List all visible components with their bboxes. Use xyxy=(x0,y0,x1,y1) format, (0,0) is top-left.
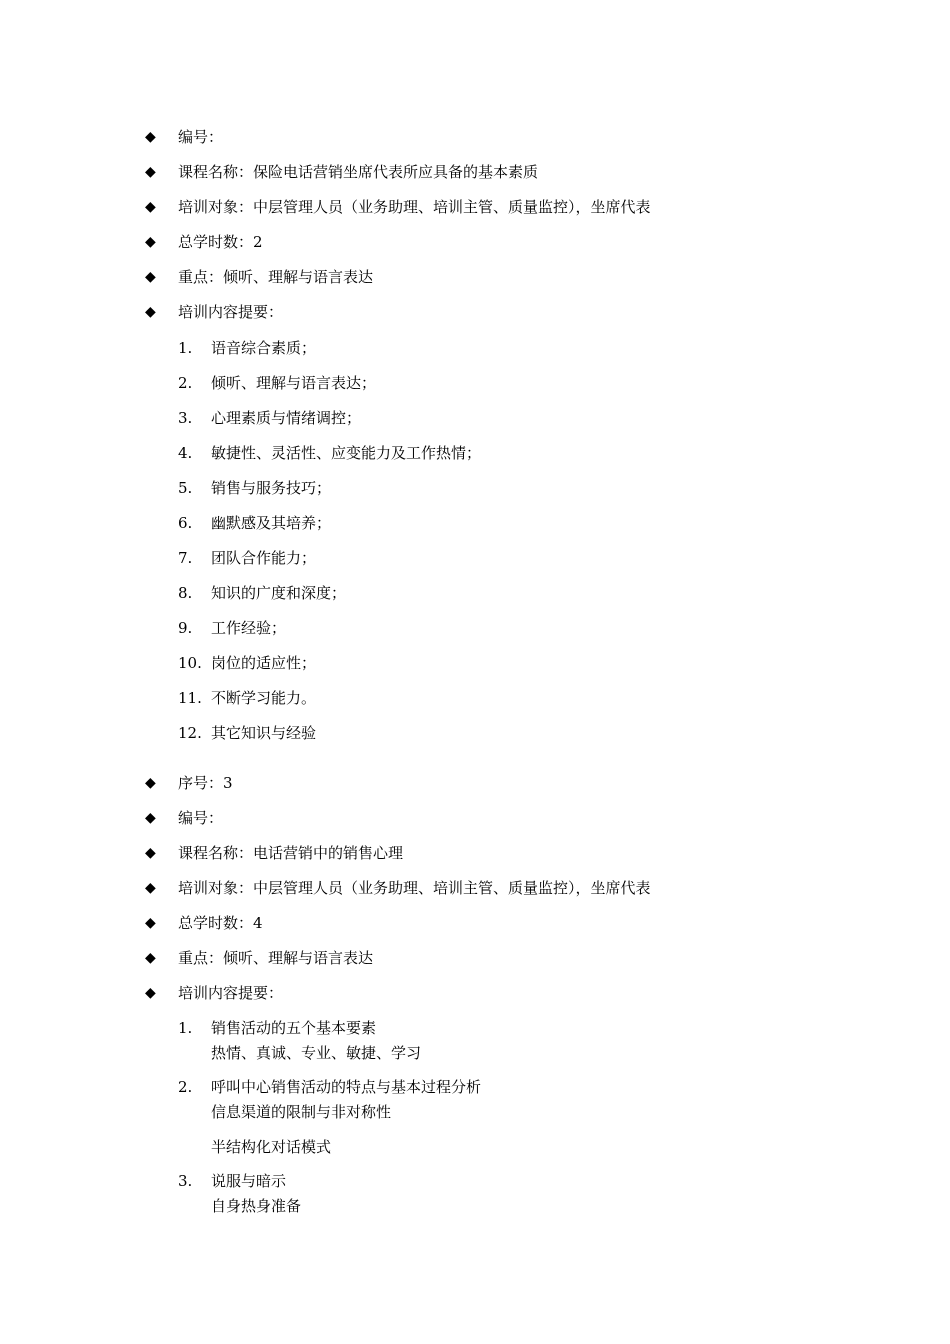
bullet-text: 课程名称：电话营销中的销售心理 xyxy=(178,844,404,862)
list-number: 10. xyxy=(178,654,202,672)
bullet-text: 重点：倾听、理解与语言表达 xyxy=(178,949,374,967)
list-number: 9. xyxy=(178,619,193,637)
list-text: 知识的广度和深度； xyxy=(211,584,347,602)
list-text: 销售活动的五个基本要素 xyxy=(211,1019,377,1037)
bullet-text: 课程名称：保险电话营销坐席代表所应具备的基本素质 xyxy=(178,163,539,181)
bullet-text: 培训内容提要： xyxy=(178,984,284,1002)
diamond-bullet-icon: ◆ xyxy=(145,845,156,861)
diamond-bullet-icon: ◆ xyxy=(145,164,156,180)
bullet-text: 重点：倾听、理解与语言表达 xyxy=(178,268,374,286)
list-number: 5. xyxy=(178,479,193,497)
list-subtext: 信息渠道的限制与非对称性 xyxy=(211,1103,392,1121)
list-number: 3. xyxy=(178,409,193,427)
bullet-text: 培训对象：中层管理人员（业务助理、培训主管、质量监控），坐席代表 xyxy=(178,198,651,216)
diamond-bullet-icon: ◆ xyxy=(145,199,156,215)
list-subtext: 热情、真诚、专业、敏捷、学习 xyxy=(211,1044,422,1062)
list-number: 7. xyxy=(178,549,193,567)
diamond-bullet-icon: ◆ xyxy=(145,950,156,966)
diamond-bullet-icon: ◆ xyxy=(145,985,156,1001)
list-number: 2. xyxy=(178,1078,193,1096)
diamond-bullet-icon: ◆ xyxy=(145,880,156,896)
list-text: 语音综合素质； xyxy=(211,339,317,357)
list-text: 幽默感及其培养； xyxy=(211,514,332,532)
bullet-text: 编号： xyxy=(178,128,224,146)
list-subtext: 自身热身准备 xyxy=(211,1197,302,1215)
list-text: 说服与暗示 xyxy=(211,1172,287,1190)
list-number: 12. xyxy=(178,724,202,742)
list-number: 1. xyxy=(178,339,193,357)
list-text: 呼叫中心销售活动的特点与基本过程分析 xyxy=(211,1078,482,1096)
diamond-bullet-icon: ◆ xyxy=(145,775,156,791)
list-text: 不断学习能力。 xyxy=(211,689,317,707)
list-number: 6. xyxy=(178,514,193,532)
bullet-text: 总学时数：2 xyxy=(178,233,263,251)
list-text: 倾听、理解与语言表达； xyxy=(211,374,377,392)
bullet-text: 培训对象：中层管理人员（业务助理、培训主管、质量监控），坐席代表 xyxy=(178,879,651,897)
list-text: 心理素质与情绪调控； xyxy=(211,409,362,427)
diamond-bullet-icon: ◆ xyxy=(145,810,156,826)
list-number: 11. xyxy=(178,689,202,707)
list-text: 敏捷性、灵活性、应变能力及工作热情； xyxy=(211,444,482,462)
bullet-text: 培训内容提要： xyxy=(178,303,284,321)
bullet-text: 编号： xyxy=(178,809,224,827)
bullet-text: 序号：3 xyxy=(178,774,233,792)
list-number: 8. xyxy=(178,584,193,602)
list-number: 4. xyxy=(178,444,193,462)
list-text: 其它知识与经验 xyxy=(211,724,317,742)
list-number: 3. xyxy=(178,1172,193,1190)
list-subtext: 半结构化对话模式 xyxy=(211,1138,332,1156)
list-number: 2. xyxy=(178,374,193,392)
list-text: 工作经验； xyxy=(211,619,287,637)
diamond-bullet-icon: ◆ xyxy=(145,129,156,145)
diamond-bullet-icon: ◆ xyxy=(145,915,156,931)
diamond-bullet-icon: ◆ xyxy=(145,234,156,250)
list-text: 岗位的适应性； xyxy=(211,654,317,672)
list-text: 销售与服务技巧； xyxy=(211,479,332,497)
list-number: 1. xyxy=(178,1019,193,1037)
bullet-text: 总学时数：4 xyxy=(178,914,263,932)
diamond-bullet-icon: ◆ xyxy=(145,304,156,320)
list-text: 团队合作能力； xyxy=(211,549,317,567)
diamond-bullet-icon: ◆ xyxy=(145,269,156,285)
